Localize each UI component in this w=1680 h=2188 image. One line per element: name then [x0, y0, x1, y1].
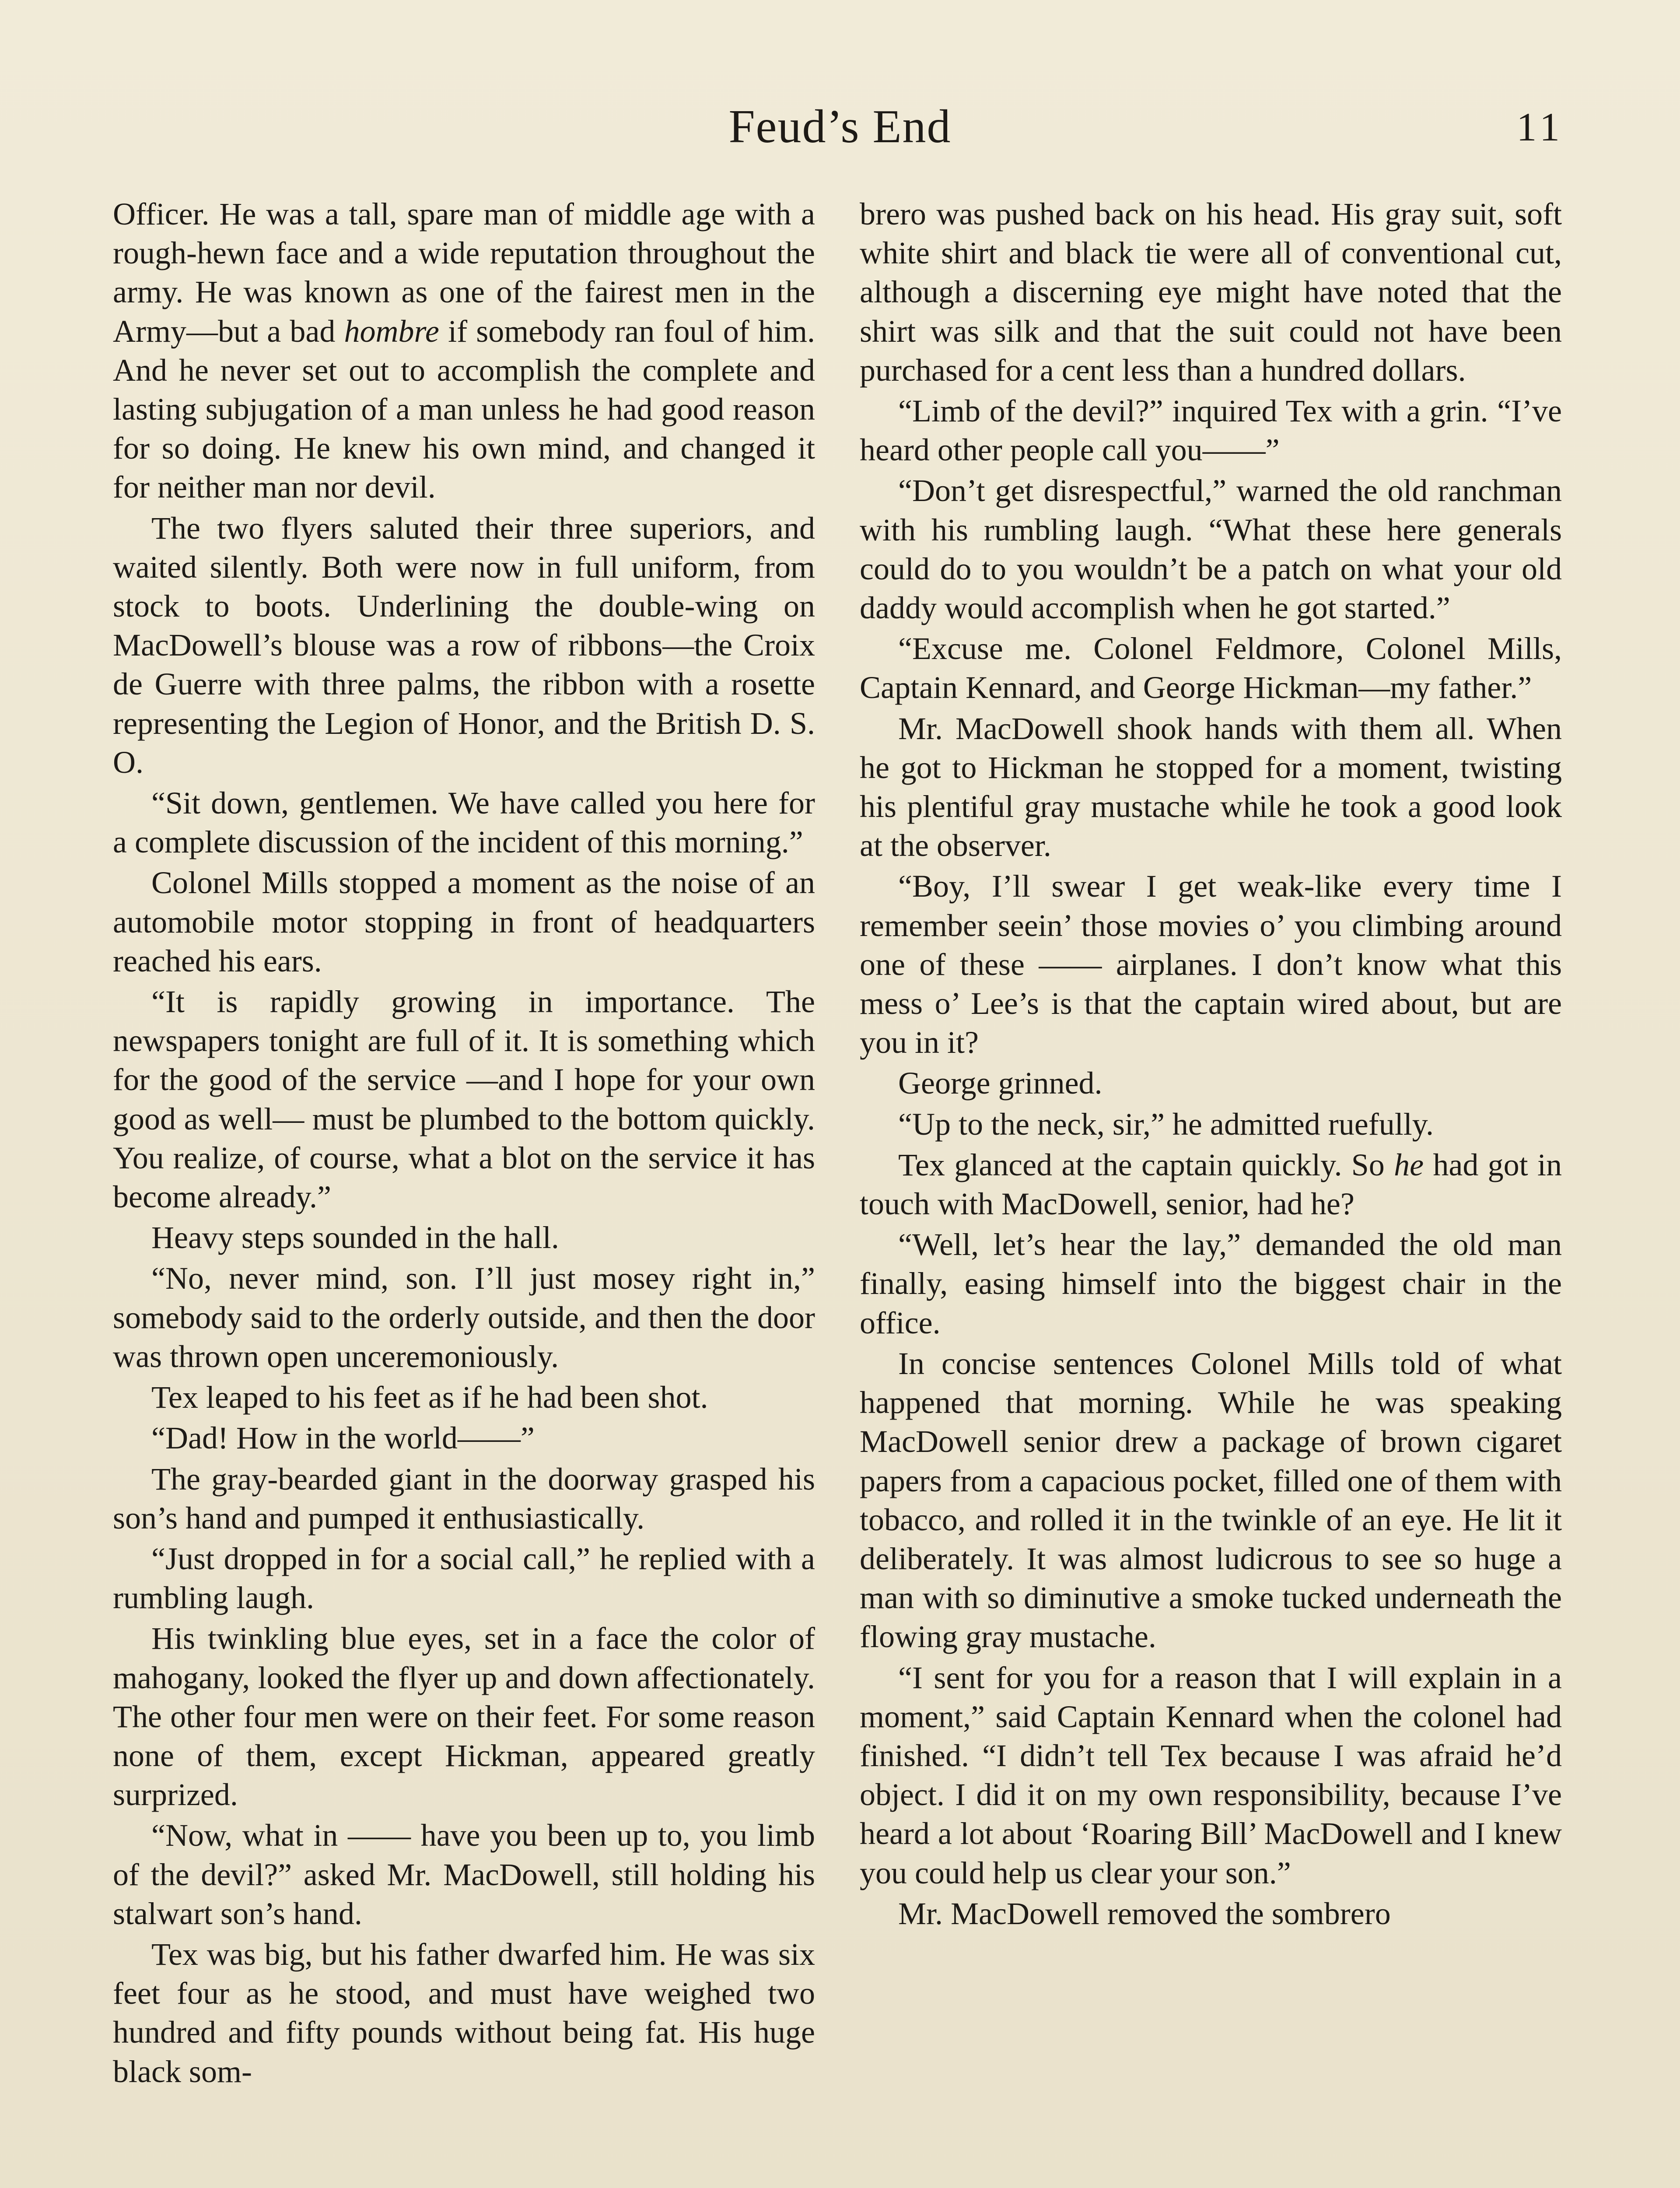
- paragraph: Tex was big, but his father dwarfed him. He was six feet four as he stood, and must have weighed two hundred and fifty pounds without being fat. His huge black som-: [113, 1936, 815, 2089]
- paragraph: Mr. MacDowell removed the sombrero: [898, 1896, 1391, 1931]
- paragraph: “Well, let’s hear the lay,” demanded the old man finally, easing himself into the biggest chair in the office.: [860, 1227, 1562, 1340]
- paragraph: Officer. He was a tall, spare man of middle age with a rough-hewn face and a wide reputation throughout the army. He was known as one of the fairest men in the Army—but a bad hombre if somebody ran foul of him. And he never set out to accomplish the complete and lasting subjugation of a man unless he had good reason for so doing. He knew his own mind, and changed it for neither man nor devil.: [113, 196, 815, 505]
- paragraph: “Boy, I’ll swear I get weak-like every time I remember seein’ those movies o’ you climbing around one of these —— airplanes. I don’t know what this mess o’ Lee’s is that the captain wired about, but are you in it?: [860, 869, 1562, 1060]
- paragraph: “I sent for you for a reason that I will explain in a moment,” said Captain Kennard when the colonel had finished. “I didn’t tell Tex because I was afraid he’d object. I did it on my own responsibility, because I’ve heard a lot about ‘Roaring Bill’ MacDowell and I knew you could help us clear your son.”: [860, 1660, 1562, 1890]
- page-title: Feud’s End: [728, 101, 952, 153]
- paragraph: The two flyers saluted their three superiors, and waited silently. Both were now in full uniform, from stock to boots. Underlining the double-wing on MacDowell’s blouse was a row of ribbons—the Croix de Guerre with three palms, the ribbon with a rosette representing the Legion of Honor, and the British D. S. O.: [113, 510, 815, 780]
- paragraph: Mr. MacDowell shook hands with them all. When he got to Hickman he stopped for a moment, twisting his plentiful gray mustache while he took a good look at the observer.: [860, 711, 1562, 863]
- paragraph: In concise sentences Colonel Mills told of what happened that morning. While he was speaking MacDowell senior drew a package of brown cigaret papers from a capacious pocket, filled one of them with tobacco, and rolled it in the twinkle of an eye. He lit it deliberately. It was almost ludicrous to see so huge a man with so diminutive a smoke tucked underneath the flowing gray mustache.: [860, 1346, 1562, 1655]
- paragraph: His twinkling blue eyes, set in a face the color of mahogany, looked the flyer up and down affectionately. The other four men were on their feet. For some reason none of them, except Hickman, appeared greatly surprized.: [113, 1621, 815, 1813]
- paragraph: “It is rapidly growing in importance. The newspapers tonight are full of it. It is something which for the good of the service —and I hope for your own good as well— must be plumbed to the bottom quickly. You realize, of course, what a blot on the service it has become already.”: [113, 984, 815, 1215]
- text-column-left: [113, 195, 815, 2091]
- paragraph: “Dad! How in the world——”: [151, 1420, 535, 1456]
- paragraph: “Don’t get disrespectful,” warned the old ranchman with his rumbling laugh. “What these here generals could do to you wouldn’t be a patch on what your old daddy would accomplish when he got started.”: [860, 473, 1562, 626]
- paragraph: “Excuse me. Colonel Feldmore, Colonel Mills, Captain Kennard, and George Hickman—my father.”: [860, 631, 1562, 705]
- paragraph: The gray-bearded giant in the doorway grasped his son’s hand and pumped it enthusiastically.: [113, 1461, 815, 1536]
- paragraph: Heavy steps sounded in the hall.: [151, 1220, 559, 1255]
- paragraph: “Just dropped in for a social call,” he replied with a rumbling laugh.: [113, 1541, 815, 1616]
- paragraph: Colonel Mills stopped a moment as the noise of an automobile motor stopping in front of headquarters reached his ears.: [113, 865, 815, 978]
- paragraph: “Limb of the devil?” inquired Tex with a grin. “I’ve heard other people call you——”: [860, 393, 1562, 468]
- running-head: [0, 98, 1680, 155]
- page-number: 11: [1516, 105, 1564, 149]
- paragraph: brero was pushed back on his head. His gray suit, soft white shirt and black tie were all of conventional cut, although a discerning eye might have noted that the shirt was silk and that the suit could not have been purchased for a cent less than a hundred dollars.: [860, 196, 1562, 388]
- paragraph: “No, never mind, son. I’ll just mosey right in,” somebody said to the orderly outside, and then the door was thrown open unceremoniously.: [113, 1261, 815, 1374]
- text-column-right: [860, 195, 1562, 1933]
- paragraph: George grinned.: [898, 1066, 1102, 1101]
- paragraph: “Up to the neck, sir,” he admitted ruefully.: [898, 1106, 1434, 1142]
- paragraph: “Sit down, gentlemen. We have called you here for a complete discussion of the incident of this morning.”: [113, 785, 815, 860]
- paragraph: Tex glanced at the captain quickly. So he had got in touch with MacDowell, senior, had he?: [860, 1147, 1562, 1222]
- paragraph: “Now, what in —— have you been up to, you limb of the devil?” asked Mr. MacDowell, still holding his stalwart son’s hand.: [113, 1818, 815, 1931]
- paragraph: Tex leaped to his feet as if he had been shot.: [151, 1380, 708, 1415]
